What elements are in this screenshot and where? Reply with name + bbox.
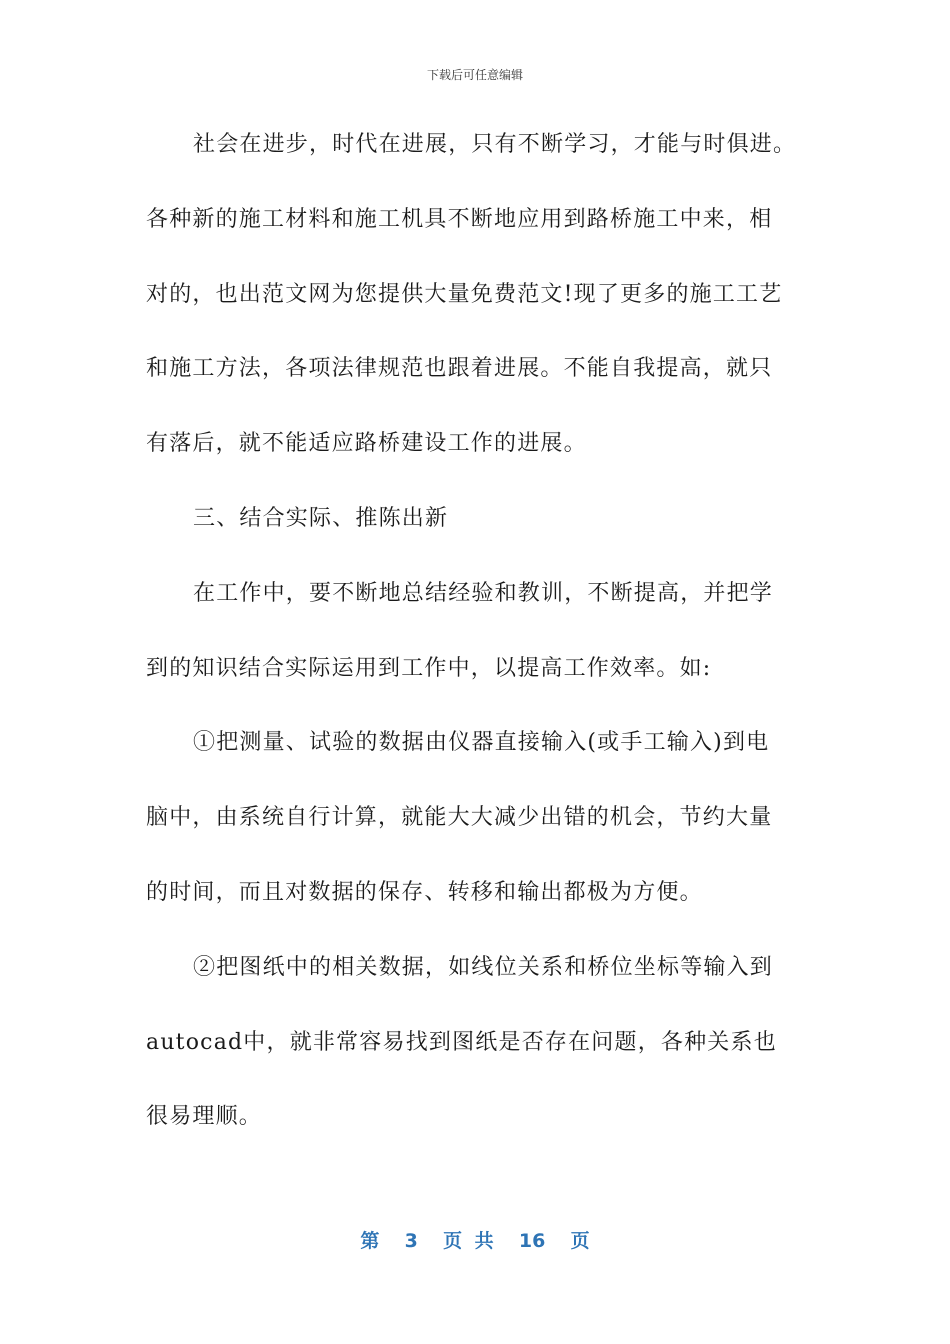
section-heading: 三、结合实际、推陈出新 (193, 505, 449, 531)
paragraph-line: ②把图纸中的相关数据，如线位关系和桥位坐标等输入到 (193, 954, 774, 980)
paragraph-line: ①把测量、试验的数据由仪器直接输入(或手工输入)到电 (193, 730, 770, 756)
paragraph-line: 在工作中，要不断地总结经验和教训，不断提高，并把学 (193, 580, 774, 606)
page-header-note: 下载后可任意编辑 (426, 68, 523, 82)
paragraph-line: 对的，也出范文网为您提供大量免费范文!现了更多的施工工艺 (146, 281, 783, 307)
paragraph-line: 社会在进步，时代在进展，只有不断学习，才能与时俱进。 (193, 132, 797, 157)
paragraph-line: 很易理顺。 (146, 1104, 263, 1130)
paragraph-line: 脑中，由系统自行计算，就能大大减少出错的机会，节约大量 (146, 805, 773, 831)
paragraph-line: 到的知识结合实际运用到工作中，以提高工作效率。如: (146, 655, 712, 681)
paragraph-line: 和施工方法，各项法律规范也跟着进展。不能自我提高，就只 (146, 356, 773, 382)
paragraph-line: autocad中，就非常容易找到图纸是否存在问题，各种关系也 (146, 1029, 777, 1055)
paragraph-line: 的时间，而且对数据的保存、转移和输出都极为方便。 (146, 879, 703, 905)
paragraph-line: 各种新的施工材料和施工机具不断地应用到路桥施工中来，相 (146, 206, 773, 232)
document-body (146, 120, 826, 1167)
paragraph-line: 有落后，就不能适应路桥建设工作的进展。 (146, 431, 587, 457)
page-number-footer: 第 3 页 共 16 页 (360, 1230, 590, 1252)
